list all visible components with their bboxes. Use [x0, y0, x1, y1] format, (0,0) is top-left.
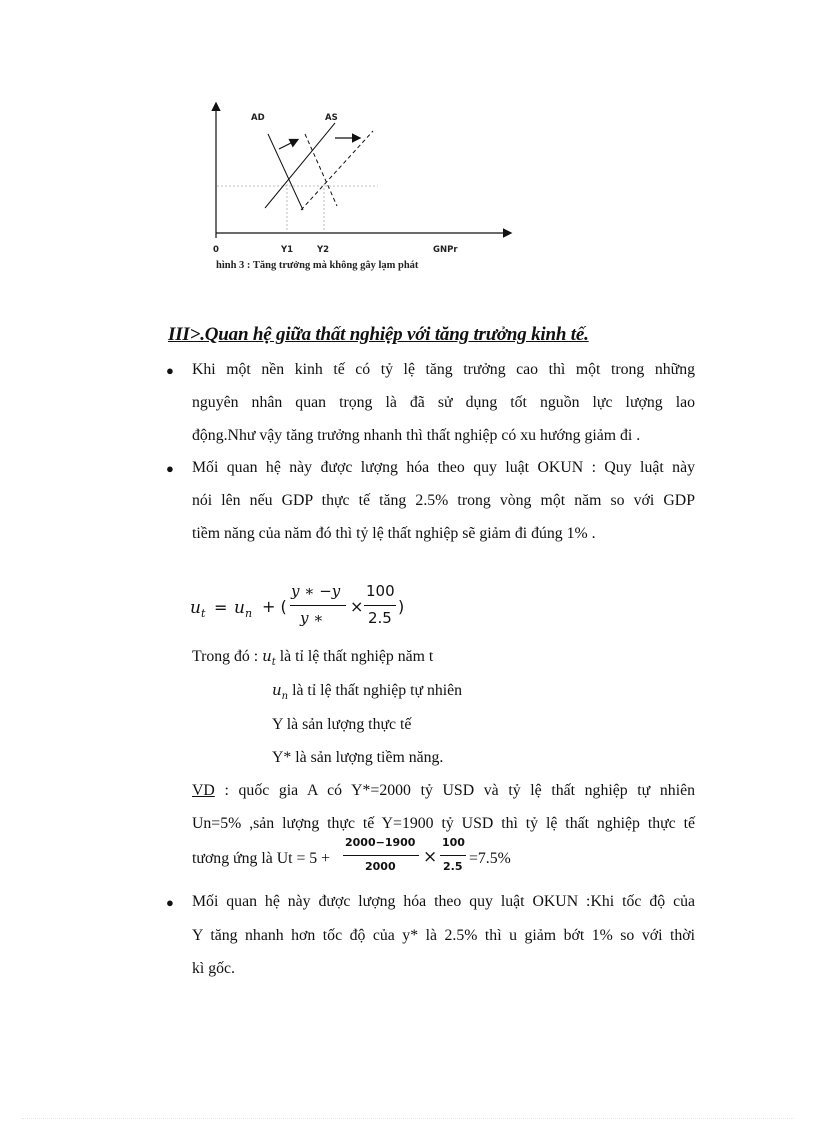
example-num-a: 2000−1900 — [345, 836, 416, 849]
example-result: =7.5% — [469, 850, 511, 867]
definition-un — [272, 681, 462, 702]
bullet-3-line-2: Y tăng nhanh hơn tốc độ của y* là 2.5% thì u giảm bớt 1% so với thời — [192, 927, 695, 944]
bullet-2-marker: ● — [166, 461, 174, 476]
formula-plus-paren: + ( — [262, 597, 287, 616]
example-calc-start: tương ứng là Ut = 5 + — [192, 850, 331, 867]
y1-label: Y1 — [281, 245, 294, 255]
bullet-1-line-1: Khi một nền kinh tế có tỷ lệ tăng trưởng cao thì một trong những — [192, 361, 695, 378]
bullet-3-line-1: Mối quan hệ này được lượng hóa theo quy luật OKUN :Khi tốc độ của — [192, 893, 695, 910]
example-line-2: Un=5% ,sản lượng thực tế Y=1900 tỷ USD thì tỷ lệ thất nghiệp thực tế — [192, 815, 695, 832]
y2-label: Y2 — [317, 245, 330, 255]
formula-fraction-bar-2 — [364, 605, 396, 606]
formula-equals: = — [214, 598, 228, 617]
origin-label: 0 — [213, 245, 219, 255]
example-line-3 — [192, 836, 592, 884]
formula-num-2: 100 — [366, 582, 395, 600]
formula-den-2: 2.5 — [368, 609, 392, 627]
as-shifted-curve — [301, 131, 373, 210]
bullet-3-marker: ● — [166, 895, 174, 910]
as-curve — [265, 123, 335, 208]
page-bottom-rule — [22, 1118, 794, 1119]
ut-symbol: $u_t$ — [262, 647, 276, 668]
bullet-2-line-2: nói lên nếu GDP thực tế tăng 2.5% trong vòng một năm so với GDP — [192, 492, 695, 509]
bullet-2-line-3: tiềm năng của năm đó thì tỷ lệ thất nghiệp sẽ giảm đi đúng 1% . — [192, 525, 596, 542]
formula-close-paren: ) — [398, 597, 405, 616]
definition-ystar: Y* là sản lượng tiềm năng. — [272, 749, 444, 766]
bullet-1-line-3: động.Như vậy tăng trưởng nhanh thì thất nghiệp có xu hướng giảm đi . — [192, 427, 641, 444]
formula-fraction-bar-1 — [290, 605, 346, 606]
formula-un: $u_n$ — [234, 598, 253, 620]
ad-label: AD — [251, 113, 265, 123]
definition-intro: Trong đó : $u_t$ là tỉ lệ thất nghiệp năm t — [192, 647, 434, 668]
bullet-3-line-3: kì gốc. — [192, 960, 235, 977]
un-symbol: $u_n$ — [272, 681, 289, 702]
bullet-1-marker: ● — [166, 363, 174, 378]
example-label: VD — [192, 782, 215, 799]
example-fraction-bar-a — [343, 855, 419, 856]
example-fraction-bar-b — [440, 855, 466, 856]
example-line-1: VD : quốc gia A có Y*=2000 tỷ USD và tỷ lệ thất nghiệp tự nhiên — [192, 782, 695, 799]
figure-caption: hình 3 : Tăng trưởng mà không gây lạm phát — [216, 260, 419, 271]
formula-den-1: y ∗ — [300, 609, 324, 627]
bullet-1-line-2: nguyên nhân quan trọng là đã sử dụng tốt nguồn lực lượng lao — [192, 394, 695, 411]
ut-description: là tỉ lệ thất nghiệp năm t — [279, 648, 434, 665]
bullet-2-line-1: Mối quan hệ này được lượng hóa theo quy luật OKUN : Quy luật này — [192, 459, 695, 476]
formula-ut: $u_t$ — [190, 598, 206, 620]
example-den-a: 2000 — [365, 860, 396, 873]
ad-as-figure — [195, 98, 525, 260]
example-times: × — [423, 847, 438, 867]
definition-y: Y là sản lượng thực tế — [272, 716, 412, 733]
okun-formula — [190, 582, 420, 632]
example-den-b: 2.5 — [443, 860, 463, 873]
section-heading: III>.Quan hệ giữa thất nghiệp với tăng trưởng kinh tế. — [168, 324, 589, 345]
ad-shift-arrow — [279, 140, 297, 149]
formula-times: × — [350, 597, 364, 616]
un-description: là tỉ lệ thất nghiệp tự nhiên — [292, 682, 463, 699]
as-label: AS — [325, 113, 338, 123]
x-axis-label: GNPr — [433, 245, 458, 255]
formula-num-1: y ∗ −y — [291, 582, 341, 600]
ad-shifted-curve — [305, 134, 337, 206]
example-num-b: 100 — [442, 836, 465, 849]
